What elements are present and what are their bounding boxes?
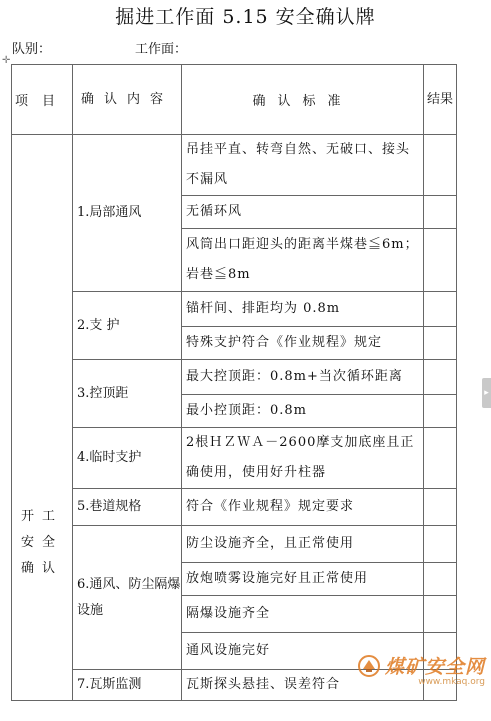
result-cell[interactable]: [424, 292, 457, 327]
result-cell[interactable]: [424, 526, 457, 563]
subcategory-cell: 2.支 护: [73, 292, 182, 360]
standard-cell: 2根ＨＺＷＡ－2600摩支加底座且正确使用，使用好升柱器: [182, 428, 424, 489]
team-label: 队别：: [12, 42, 52, 57]
standard-cell: 吊挂平直、转弯自然、无破口、接头不漏风: [182, 135, 424, 196]
result-cell[interactable]: [424, 327, 457, 360]
standard-cell: 通风设施完好: [182, 633, 424, 670]
watermark-url: www.mkaq.org: [418, 677, 485, 687]
header-result: 结果: [424, 65, 457, 135]
standard-cell: 最小控顶距：0.8m: [182, 395, 424, 428]
document-title: 掘进工作面 5.15 安全确认牌: [115, 6, 376, 28]
subcategory-cell: 5.巷道规格: [73, 489, 182, 526]
header-standard: 确认标准: [182, 65, 424, 135]
result-cell[interactable]: [424, 360, 457, 395]
table-move-handle-icon[interactable]: ✛: [2, 55, 11, 66]
table-header-row: [12, 65, 457, 135]
side-scroll-handle[interactable]: ▸: [482, 378, 491, 408]
standard-cell: 最大控顶距：0.8m+当次循环距离: [182, 360, 424, 395]
table-row: [12, 670, 457, 701]
standard-cell: 隔爆设施齐全: [182, 596, 424, 633]
subcategory-cell: 1.局部通风: [73, 135, 182, 292]
result-cell[interactable]: [424, 196, 457, 229]
standard-cell: 瓦斯探头悬挂、误差符合: [182, 670, 424, 701]
category-cell: 开工安全确认: [12, 135, 73, 701]
header-item: 项目: [12, 65, 73, 135]
result-cell[interactable]: [424, 135, 457, 196]
standard-cell: 无循环风: [182, 196, 424, 229]
result-cell[interactable]: [424, 395, 457, 428]
table-row: [12, 360, 457, 395]
subcategory-cell: 6.通风、防尘隔爆设施: [73, 526, 182, 670]
table-body: [12, 135, 457, 701]
work-face-label: 工作面：: [135, 42, 188, 57]
table-row: [12, 292, 457, 327]
standard-cell: 锚杆间、排距均为 0.8m: [182, 292, 424, 327]
result-cell[interactable]: [424, 670, 457, 701]
standard-cell: 风筒出口距迎头的距离半煤巷≦6m；岩巷≦8m: [182, 229, 424, 292]
safety-confirmation-table: [11, 64, 457, 701]
result-cell[interactable]: [424, 563, 457, 596]
standard-cell: 符合《作业规程》规定要求: [182, 489, 424, 526]
standard-cell: 放炮喷雾设施完好且正常使用: [182, 563, 424, 596]
result-cell[interactable]: [424, 428, 457, 489]
table-row: [12, 526, 457, 563]
result-cell[interactable]: [424, 229, 457, 292]
result-cell[interactable]: [424, 489, 457, 526]
table-row: [12, 489, 457, 526]
standard-cell: 特殊支护符合《作业规程》规定: [182, 327, 424, 360]
table-row: [12, 135, 457, 196]
table-row: [12, 428, 457, 489]
subcategory-cell: 3.控顶距: [73, 360, 182, 428]
standard-cell: 防尘设施齐全，且正常使用: [182, 526, 424, 563]
subcategory-cell: 4.临时支护: [73, 428, 182, 489]
result-cell[interactable]: [424, 596, 457, 633]
result-cell[interactable]: [424, 633, 457, 670]
subcategory-cell: 7.瓦斯监测: [73, 670, 182, 701]
watermark-text: 煤矿安全网: [384, 656, 485, 678]
header-content: 确认内容: [73, 65, 182, 135]
